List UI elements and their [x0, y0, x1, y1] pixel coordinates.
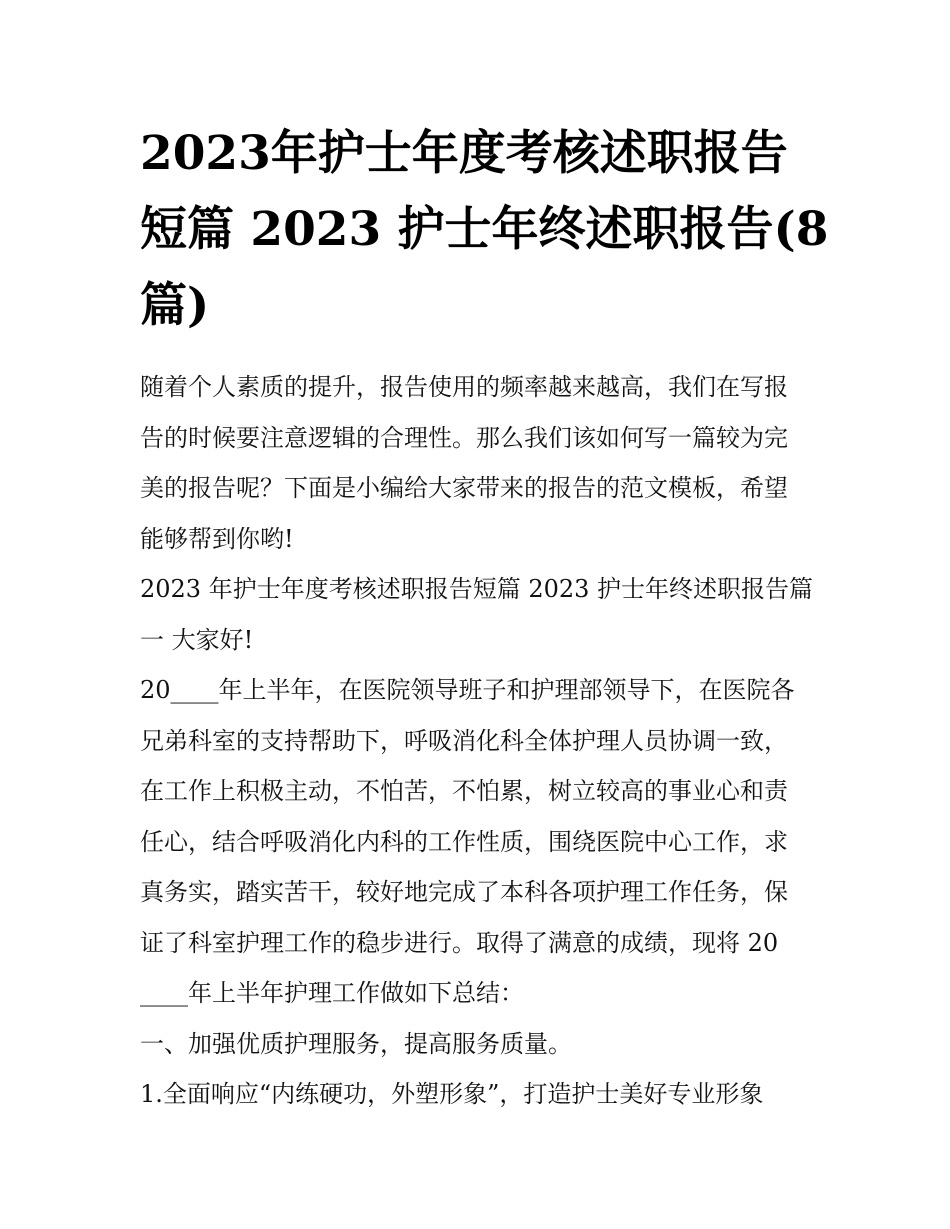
document-page [140, 116, 829, 1120]
section-heading-line: 2023 年护士年度考核述职报告短篇 2023 护士年终述职报告篇 [140, 575, 814, 603]
section-heading-line: 一 大家好! [140, 625, 254, 654]
subheading-line: 一、加强优质护理服务，提高服务质量。 [140, 1029, 572, 1058]
title-line: 2023年护士年度考核述职报告 [140, 126, 788, 181]
body-line: 真务实，踏实苦干，较好地完成了本科各项护理工作任务，保 [140, 878, 788, 906]
subheading-line: 1.全面响应“内练硬功，外塑形象”，打造护士美好专业形象 [140, 1080, 764, 1108]
body-line: 证了科室护理工作的稳步进行。取得了满意的成绩，现将 20 [140, 928, 779, 957]
body-line: 告的时候要注意逻辑的合理性。那么我们该如何写一篇较为完 [140, 423, 788, 452]
body-line: 在工作上积极主动，不怕苦，不怕累，树立较高的事业心和责 [140, 777, 788, 805]
body-line: ____年上半年护理工作做如下总结： [140, 979, 524, 1007]
document-title [140, 116, 829, 344]
document-body [140, 362, 812, 1120]
body-line: 美的报告呢？下面是小编给大家带来的报告的范文模板，希望 [140, 474, 788, 502]
body-line: 兄弟科室的支持帮助下，呼吸消化科全体护理人员协调一致， [140, 726, 788, 755]
title-line: 短篇 2023 护士年终述职报告(8 [140, 202, 829, 257]
body-line: 随着个人素质的提升，报告使用的频率越来越高，我们在写报 [140, 373, 788, 401]
title-line: 篇) [140, 278, 210, 333]
body-line: 20____年上半年，在医院领导班子和护理部领导下，在医院各 [140, 676, 795, 704]
body-line: 任心，结合呼吸消化内科的工作性质，围绕医院中心工作，求 [140, 827, 788, 856]
body-line: 能够帮到你哟! [140, 524, 294, 553]
